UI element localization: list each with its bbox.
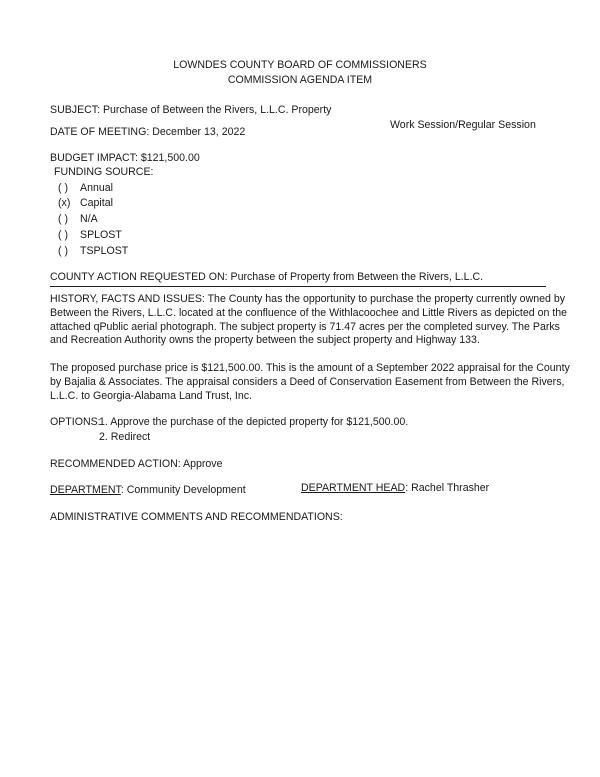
funding-option [58,245,128,259]
department-head-label: DEPARTMENT HEAD [301,482,406,494]
funding-option-label: TSPLOST [80,245,129,257]
funding-checkbox: ( ) [58,229,68,241]
department [50,484,246,498]
divider-line [50,286,546,287]
funding-checkbox: ( ) [58,245,68,257]
funding-option-label: N/A [80,213,98,225]
option-item-approve: 1. Approve the purchase of the depicted property for $121,500.00. [99,416,409,428]
budget-impact: BUDGET IMPACT: $121,500.00 [50,152,200,164]
price-paragraph: The proposed purchase price is $121,500.00. This is the amount of a September 2022 appraisal for the County by Bajalia & Associates. The appraisal considers a Deed of Conservation Easement from Between the Rivers, L.L.C. to Georgia-Alabama Land Trust, Inc. [50,362,570,402]
history-paragraph: HISTORY, FACTS AND ISSUES: The County has the opportunity to purchase the property currently owned by Between the Rivers, L.L.C. located at the confluence of the Withlacoochee and Little Rivers as depicted on the attached qPublic aerial photograph. The subject property is 71.47 acres per the completed survey. The Parks and Recreation Authority owns the property between the subject property and Highway 133. [50,293,568,347]
funding-checkbox: ( ) [58,182,68,194]
header-subtitle: COMMISSION AGENDA ITEM [227,74,373,86]
funding-option [58,213,98,227]
funding-option [58,197,113,211]
funding-option-label: Annual [80,182,113,194]
session-type: Work Session/Regular Session [390,119,536,131]
meeting-date: DATE OF MEETING: December 13, 2022 [50,126,246,138]
funding-source-label: FUNDING SOURCE: [54,166,154,178]
header-title: LOWNDES COUNTY BOARD OF COMMISSIONERS [173,59,427,71]
admin-comments-heading: ADMINISTRATIVE COMMENTS AND RECOMMENDATIONS: [50,511,343,523]
options-label: OPTIONS: [50,416,101,428]
department-value: : Community Development [120,484,246,496]
county-action: COUNTY ACTION REQUESTED ON: Purchase of Property from Between the Rivers, L.L.C. [50,271,484,283]
funding-option [58,229,122,243]
funding-option [58,182,113,196]
department-head-value: : Rachel Thrasher [405,482,490,494]
recommended-action: RECOMMENDED ACTION: Approve [50,458,223,470]
funding-checkbox: (x) [58,197,71,209]
funding-option-label: SPLOST [80,229,122,241]
department-head [301,482,489,496]
department-label: DEPARTMENT [50,484,121,496]
subject-line: SUBJECT: Purchase of Between the Rivers, L.L.C. Property [50,104,332,116]
funding-checkbox: ( ) [58,213,68,225]
option-item-redirect: 2. Redirect [99,431,151,443]
funding-option-label: Capital [80,197,113,209]
